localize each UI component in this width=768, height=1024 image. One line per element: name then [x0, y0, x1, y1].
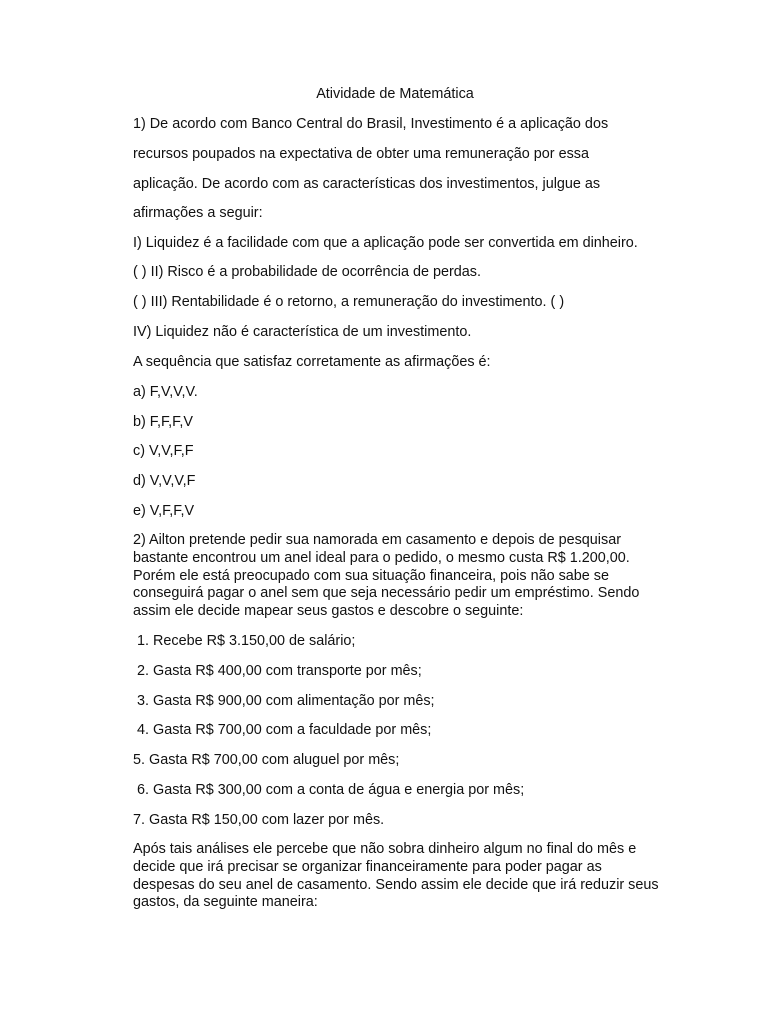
q1-statement: I) Liquidez é a facilidade com que a aplicação pode ser convertida em dinheiro. [133, 235, 638, 251]
q2-expense-item: 1. Recebe R$ 3.150,00 de salário; [133, 633, 356, 649]
q1-option: d) V,V,V,F [133, 473, 196, 489]
q2-expense-item: 7. Gasta R$ 150,00 com lazer por mês. [133, 812, 385, 828]
q1-option: e) V,F,F,V [133, 503, 195, 519]
q2-intro-line: 2) Ailton pretende pedir sua namorada em casamento e depois de pesquisar [133, 532, 621, 548]
q2-intro-paragraph [133, 532, 663, 621]
page-title: Atividade de Matemática [316, 86, 474, 102]
q2-intro-line: conseguirá pagar o anel sem que seja necessário pedir um empréstimo. Sendo [133, 585, 640, 602]
q1-statement: ( ) III) Rentabilidade é o retorno, a remuneração do investimento. ( ) [133, 294, 565, 310]
q2-expense-item: 6. Gasta R$ 300,00 com a conta de água e energia por mês; [133, 782, 525, 798]
q2-conclusion-line: decide que irá precisar se organizar financeiramente para poder pagar as [133, 858, 602, 875]
q1-option: b) F,F,F,V [133, 414, 193, 430]
q1-statement: IV) Liquidez não é característica de um investimento. [133, 324, 472, 340]
q1-statement: ( ) II) Risco é a probabilidade de ocorrência de perdas. [133, 264, 481, 280]
q1-intro-line: recursos poupados na expectativa de obter uma remuneração por essa [133, 146, 589, 162]
q1-prompt: A sequência que satisfaz corretamente as afirmações é: [133, 354, 491, 370]
q2-conclusion-line: gastos, da seguinte maneira: [133, 894, 318, 911]
q2-intro-line: Porém ele está preocupado com sua situação financeira, pois não sabe se [133, 567, 609, 584]
q2-conclusion-line: Após tais análises ele percebe que não sobra dinheiro algum no final do mês e [133, 841, 637, 857]
q2-conclusion-line: despesas do seu anel de casamento. Sendo assim ele decide que irá reduzir seus [133, 876, 659, 893]
q2-expense-item: 3. Gasta R$ 900,00 com alimentação por mês; [133, 693, 435, 709]
q1-option: a) F,V,V,V. [133, 384, 198, 400]
q1-intro-line: afirmações a seguir: [133, 205, 263, 221]
q2-conclusion-paragraph [133, 841, 663, 912]
q2-intro-line: assim ele decide mapear seus gastos e descobre o seguinte: [133, 603, 524, 620]
q1-option: c) V,V,F,F [133, 443, 194, 459]
q2-expense-item: 5. Gasta R$ 700,00 com aluguel por mês; [133, 752, 400, 768]
q1-intro-line: aplicação. De acordo com as características dos investimentos, julgue as [133, 176, 601, 192]
q1-intro-line: 1) De acordo com Banco Central do Brasil, Investimento é a aplicação dos [133, 116, 609, 132]
q2-intro-line: bastante encontrou um anel ideal para o pedido, o mesmo custa R$ 1.200,00. [133, 549, 630, 566]
q2-expense-item: 4. Gasta R$ 700,00 com a faculdade por mês; [133, 722, 432, 738]
q2-expense-item: 2. Gasta R$ 400,00 com transporte por mês; [133, 663, 422, 679]
